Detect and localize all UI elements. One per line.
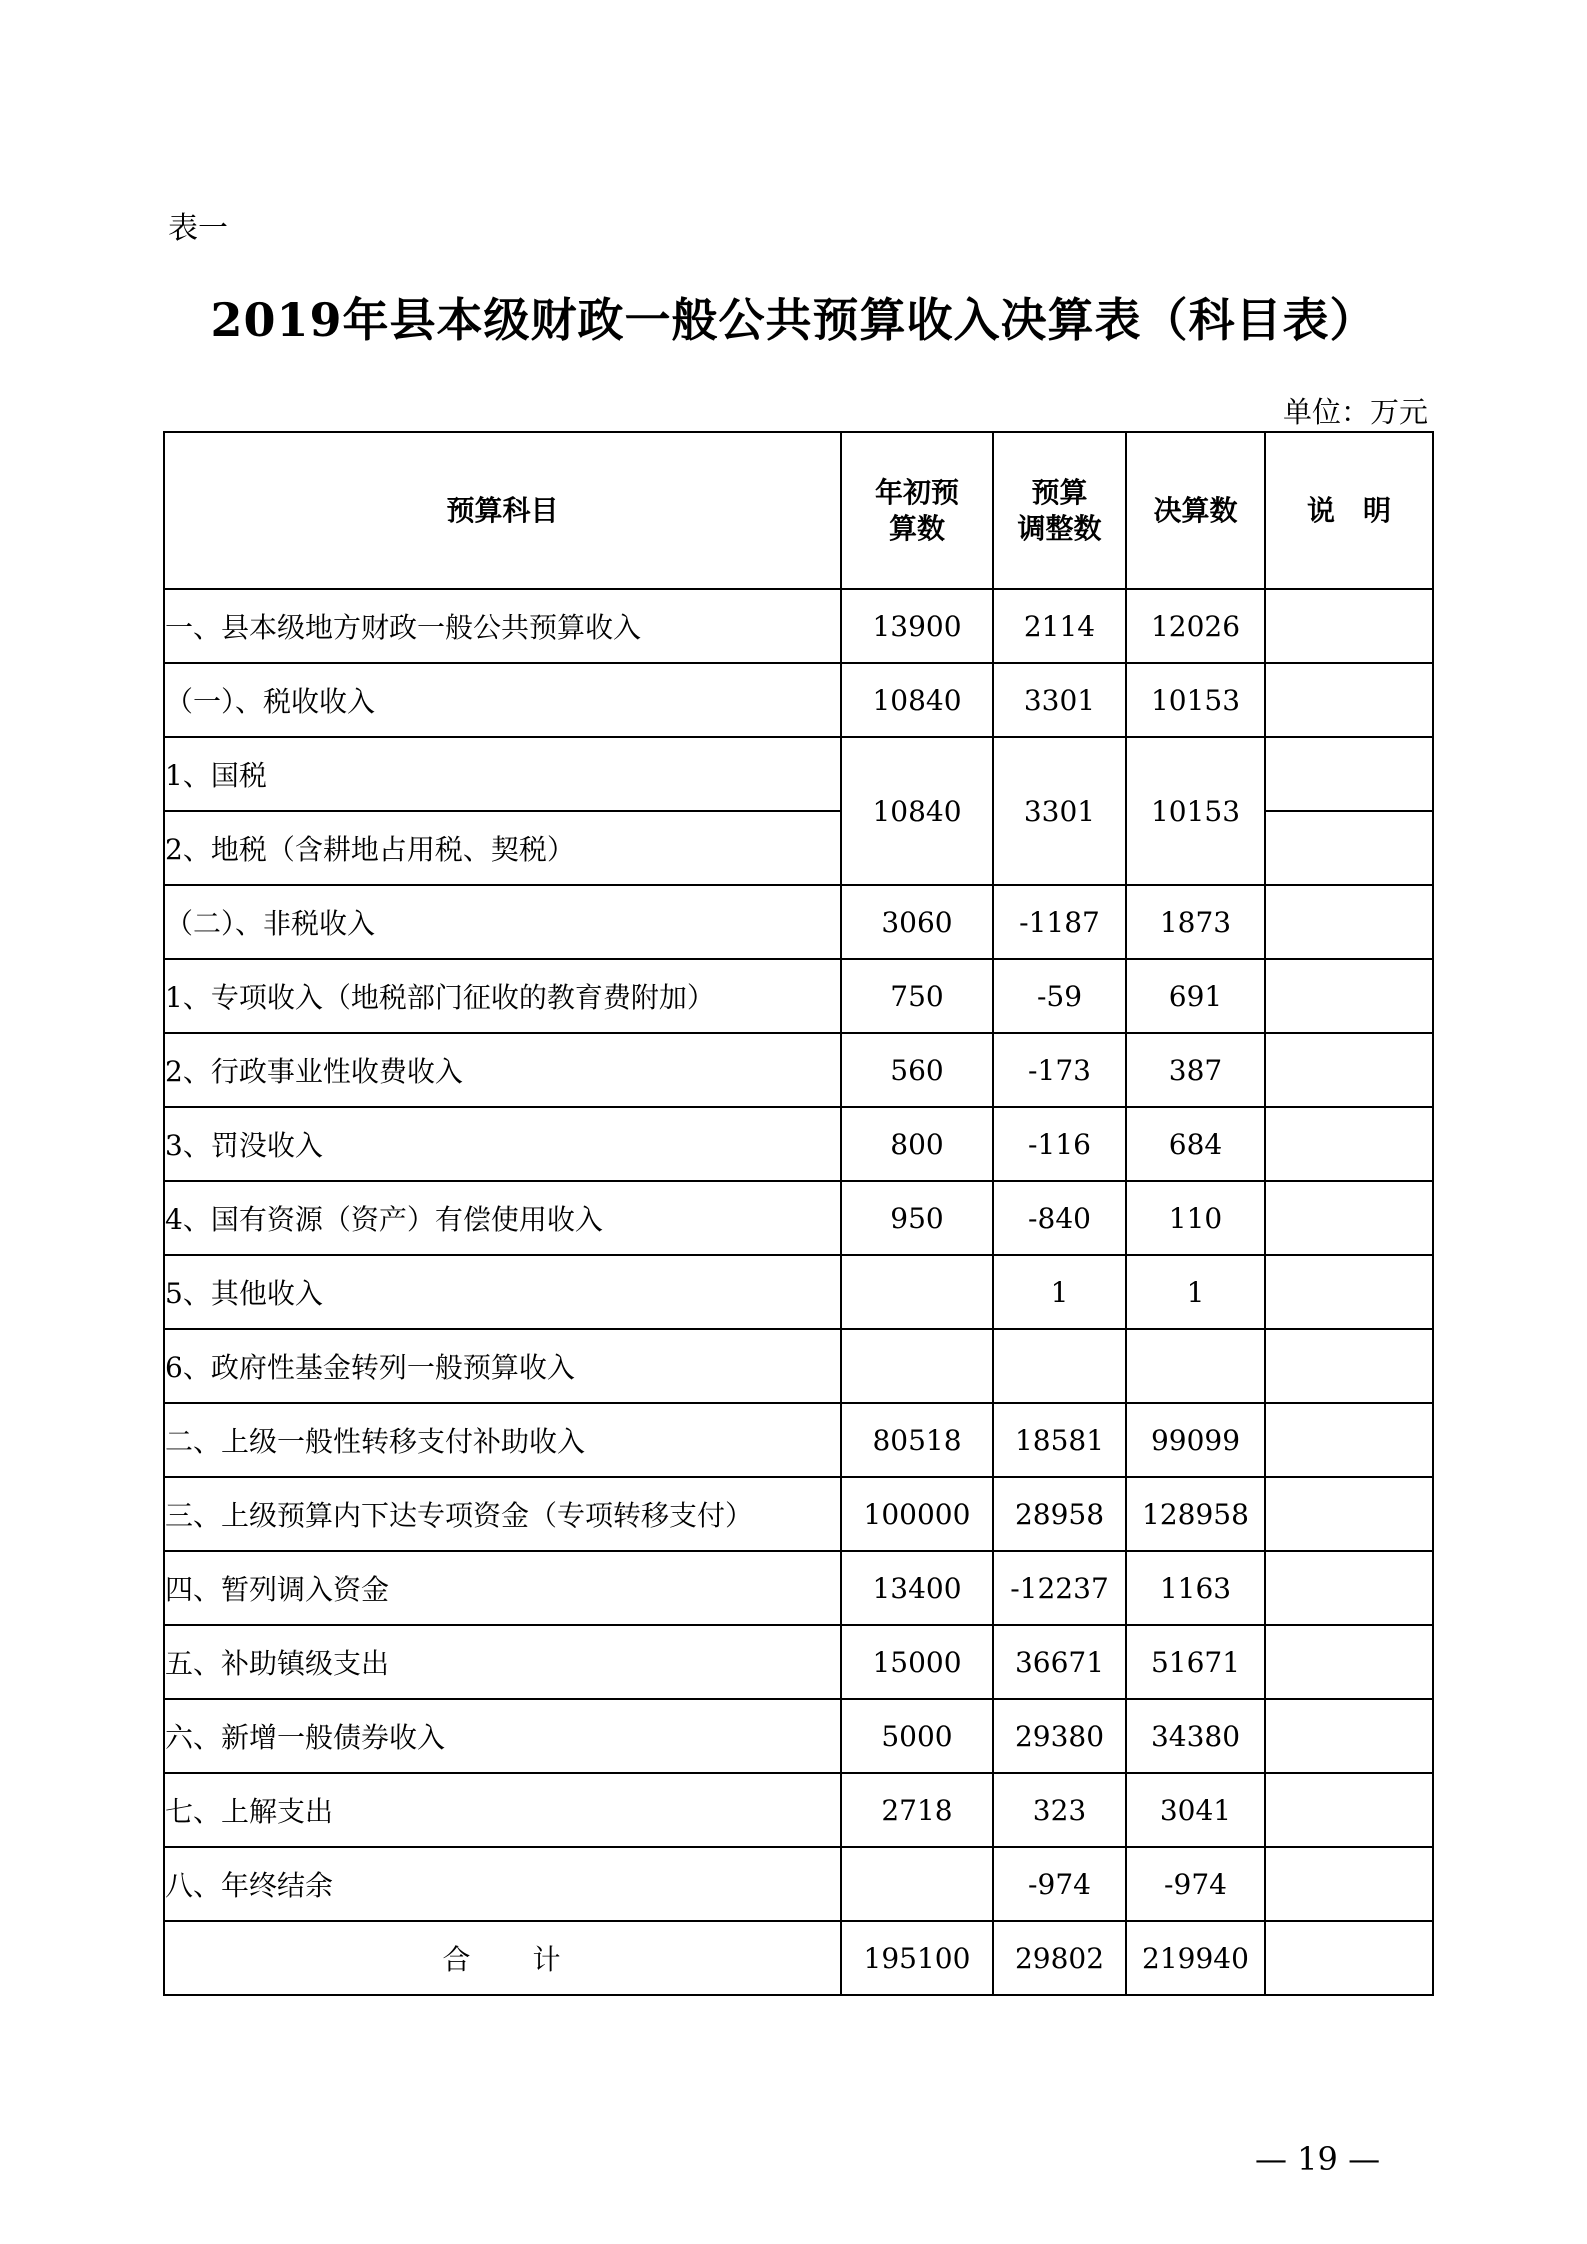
row-item: 七、上解支出 (164, 1773, 841, 1847)
row-final: 1163 (1126, 1551, 1265, 1625)
table-row (164, 1403, 1433, 1477)
table-row (164, 1773, 1433, 1847)
row-adjustment: -116 (993, 1107, 1126, 1181)
table-label: 表一 (168, 211, 228, 246)
row-initial: 13400 (841, 1551, 993, 1625)
row-note (1265, 1107, 1433, 1181)
row-initial: 80518 (841, 1403, 993, 1477)
row-note (1265, 1255, 1433, 1329)
row-final: 1873 (1126, 885, 1265, 959)
row-initial: 950 (841, 1181, 993, 1255)
row-initial: 15000 (841, 1625, 993, 1699)
document-title: 2019年县本级财政一般公共预算收入决算表（科目表） (210, 293, 1377, 347)
row-final: -974 (1126, 1847, 1265, 1921)
table-row (164, 1551, 1433, 1625)
header-row (164, 432, 1433, 589)
total-row (164, 1921, 1433, 1995)
header-initial-budget-line1: 年初预 (874, 475, 959, 509)
header-adjustment-line1: 预算 (1031, 475, 1088, 509)
row-initial: 560 (841, 1033, 993, 1107)
row-final: 684 (1126, 1107, 1265, 1181)
row-note (1265, 1625, 1433, 1699)
row-final: 34380 (1126, 1699, 1265, 1773)
header-initial-budget-line2: 算数 (888, 511, 945, 545)
row-adjustment: -840 (993, 1181, 1126, 1255)
row-final: 99099 (1126, 1403, 1265, 1477)
row-note (1265, 1181, 1433, 1255)
row-adjustment: 36671 (993, 1625, 1126, 1699)
row-adjustment: -59 (993, 959, 1126, 1033)
total-adjustment: 29802 (993, 1921, 1126, 1995)
table-row (164, 1255, 1433, 1329)
row-note (1265, 589, 1433, 663)
row-item: 2、行政事业性收费收入 (164, 1033, 841, 1107)
table-row (164, 1477, 1433, 1551)
row-final: 110 (1126, 1181, 1265, 1255)
row-adjustment: -12237 (993, 1551, 1126, 1625)
unit-label: 单位：万元 (1283, 395, 1429, 429)
row-item: 4、国有资源（资产）有偿使用收入 (164, 1181, 841, 1255)
row-adjustment: 323 (993, 1773, 1126, 1847)
row-note (1265, 737, 1433, 811)
row-adjustment: -974 (993, 1847, 1126, 1921)
row-initial: 750 (841, 959, 993, 1033)
header-final: 决算数 (1126, 432, 1265, 589)
row-adjustment: 28958 (993, 1477, 1126, 1551)
row-adjustment (993, 1329, 1126, 1403)
row-item: 3、罚没收入 (164, 1107, 841, 1181)
header-initial-budget (841, 432, 993, 589)
row-item: 2、地税（含耕地占用税、契税） (164, 811, 841, 885)
header-adjustment-line2: 调整数 (1017, 511, 1102, 545)
row-adjustment-merged: 3301 (993, 737, 1126, 885)
row-final: 12026 (1126, 589, 1265, 663)
row-note (1265, 1773, 1433, 1847)
row-final (1126, 1329, 1265, 1403)
row-note (1265, 1699, 1433, 1773)
row-adjustment: -173 (993, 1033, 1126, 1107)
budget-table (163, 431, 1434, 1996)
row-final: 1 (1126, 1255, 1265, 1329)
row-note (1265, 959, 1433, 1033)
row-initial: 5000 (841, 1699, 993, 1773)
row-initial: 10840 (841, 663, 993, 737)
row-initial: 3060 (841, 885, 993, 959)
row-note (1265, 885, 1433, 959)
row-note (1265, 1477, 1433, 1551)
row-final: 691 (1126, 959, 1265, 1033)
table-row (164, 589, 1433, 663)
row-initial: 100000 (841, 1477, 993, 1551)
row-adjustment: -1187 (993, 885, 1126, 959)
row-adjustment: 29380 (993, 1699, 1126, 1773)
total-initial: 195100 (841, 1921, 993, 1995)
row-item: （二）、非税收入 (164, 885, 841, 959)
row-initial: 2718 (841, 1773, 993, 1847)
row-adjustment: 3301 (993, 663, 1126, 737)
row-item: 三、上级预算内下达专项资金（专项转移支付） (164, 1477, 841, 1551)
row-item: （一）、税收收入 (164, 663, 841, 737)
row-initial: 800 (841, 1107, 993, 1181)
row-item: 1、专项收入（地税部门征收的教育费附加） (164, 959, 841, 1033)
row-note (1265, 811, 1433, 885)
header-item: 预算科目 (164, 432, 841, 589)
table-row (164, 1033, 1433, 1107)
row-note (1265, 663, 1433, 737)
row-final: 51671 (1126, 1625, 1265, 1699)
row-note (1265, 1329, 1433, 1403)
total-label: 合 计 (164, 1921, 841, 1995)
row-initial (841, 1255, 993, 1329)
table-row (164, 737, 1433, 811)
row-final: 10153 (1126, 663, 1265, 737)
table-row (164, 1329, 1433, 1403)
table-row (164, 1847, 1433, 1921)
row-item: 5、其他收入 (164, 1255, 841, 1329)
row-note (1265, 1551, 1433, 1625)
header-note: 说 明 (1265, 432, 1433, 589)
row-final-merged: 10153 (1126, 737, 1265, 885)
row-item: 五、补助镇级支出 (164, 1625, 841, 1699)
row-item: 6、政府性基金转列一般预算收入 (164, 1329, 841, 1403)
table-row (164, 663, 1433, 737)
row-initial: 13900 (841, 589, 993, 663)
table-row (164, 959, 1433, 1033)
row-item: 六、新增一般债券收入 (164, 1699, 841, 1773)
row-adjustment: 2114 (993, 589, 1126, 663)
row-note (1265, 1403, 1433, 1477)
row-item: 四、暂列调入资金 (164, 1551, 841, 1625)
row-item: 一、县本级地方财政一般公共预算收入 (164, 589, 841, 663)
table-row (164, 1181, 1433, 1255)
table-row (164, 885, 1433, 959)
row-final: 387 (1126, 1033, 1265, 1107)
table-row (164, 1107, 1433, 1181)
row-initial (841, 1329, 993, 1403)
row-initial-merged: 10840 (841, 737, 993, 885)
row-item: 二、上级一般性转移支付补助收入 (164, 1403, 841, 1477)
row-note (1265, 1033, 1433, 1107)
row-note (1265, 1847, 1433, 1921)
row-adjustment: 1 (993, 1255, 1126, 1329)
total-final: 219940 (1126, 1921, 1265, 1995)
row-adjustment: 18581 (993, 1403, 1126, 1477)
page-number: — 19 — (1255, 2140, 1381, 2178)
row-initial (841, 1847, 993, 1921)
table-row (164, 1699, 1433, 1773)
header-adjustment (993, 432, 1126, 589)
total-note (1265, 1921, 1433, 1995)
row-item: 八、年终结余 (164, 1847, 841, 1921)
row-final: 3041 (1126, 1773, 1265, 1847)
row-item: 1、国税 (164, 737, 841, 811)
row-final: 128958 (1126, 1477, 1265, 1551)
table-row (164, 1625, 1433, 1699)
